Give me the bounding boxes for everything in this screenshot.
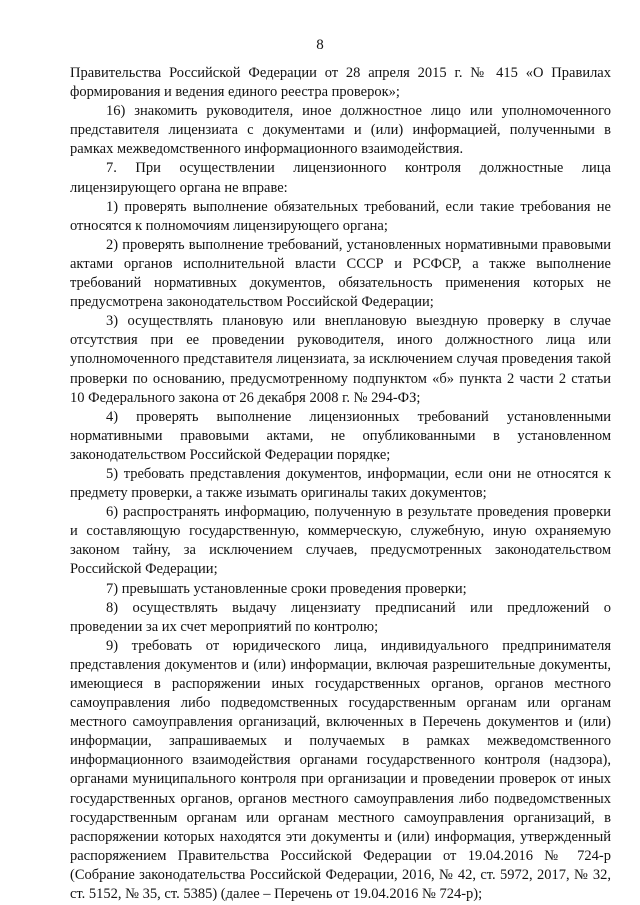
paragraph-item-9: 9) требовать от юридического лица, индивидуального предпринимателя представления документов и (или) информации, включая разрешительные документы, имеющиеся в распоряжении иных государственных органов, органов местного самоуправления либо подведомственных государственным органам или органам местного самоуправления организаций, включенных в Перечень документов и (или) информации, запрашиваемых и получаемых в рамках межведомственного информационного взаимодействия органами государственного контроля (надзора), органами муниципального контроля при организации и проведении проверок от иных государственных органов, органов местного самоуправления либо подведомственных государственным органам или органам местного самоуправления организаций, в распоряжении которых находятся эти документы и (или) информация, утвержденный распоряжением Правительства Российской Федерации от 19.04.2016 № 724-р (Собрание законодательства Российской Федерации, 2016, № 42, ст. 5972, 2017, № 32, ст. 5152, № 35, ст. 5385) (далее – Перечень от 19.04.2016 № 724-р); xyxy=(70,637,611,903)
paragraph-item-2: 2) проверять выполнение требований, установленных нормативными правовыми актами органов исполнительной власти СССР и РСФСР, а также выполнение требований нормативных документов, обязательность применения которых не предусмотрена законодательством Российской Федерации; xyxy=(70,236,611,311)
paragraph-item-4: 4) проверять выполнение лицензионных требований установленными нормативными правовыми актами, не опубликованными в установленном законодательством Российской Федерации порядке; xyxy=(70,408,611,463)
paragraph-item-7: 7) превышать установленные сроки проведения проверки; xyxy=(106,580,467,597)
paragraph-item-6: 6) распространять информацию, полученную в результате проведения проверки и составляющую государственную, коммерческую, служебную, иную охраняемую законом тайну, за исключением случаев, предусмотренных законодательством Российской Федерации; xyxy=(70,504,611,578)
paragraph-section-7: 7. При осуществлении лицензионного контроля должностные лица лицензирующего органа не вправе: xyxy=(70,160,611,196)
page-number: 8 xyxy=(316,37,324,53)
paragraph-item-5: 5) требовать представления документов, информации, если они не относятся к предмету проверки, а также изымать оригиналы таких документов; xyxy=(70,465,611,502)
paragraph-item-16: 16) знакомить руководителя, иное должностное лицо или уполномоченного представителя лицензиата с документами и (или) информацией, полученными в рамках межведомственного информационного взаимодействия. xyxy=(70,103,611,158)
paragraph-continuation: Правительства Российской Федерации от 28 апреля 2015 г. № 415 «О Правилах формирования и ведения единого реестра проверок»; xyxy=(70,65,611,101)
paragraph-item-8: 8) осуществлять выдачу лицензиату предписаний или предложений о проведении за их счет мероприятий по контролю; xyxy=(70,599,611,635)
document-body xyxy=(70,64,611,904)
paragraph-item-3: 3) осуществлять плановую или внеплановую выездную проверку в случае отсутствия при ее проведении руководителя, иного должностного лица или уполномоченного представителя лицензиата, за исключением случая проведения такой проверки по основанию, предусмотренному подпунктом «б» пункта 2 части 2 статьи 10 Федерального закона от 26 декабря 2008 г. № 294-ФЗ; xyxy=(70,313,611,406)
paragraph-item-1: 1) проверять выполнение обязательных требований, если такие требования не относятся к полномочиям лицензирующего органа; xyxy=(70,198,611,234)
